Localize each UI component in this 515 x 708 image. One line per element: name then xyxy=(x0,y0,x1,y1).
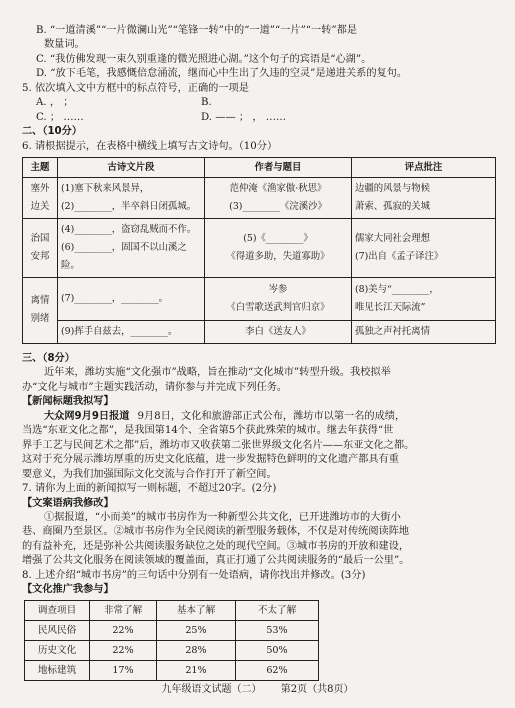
survey-cell: 50% xyxy=(236,640,319,660)
poem-table xyxy=(22,157,496,343)
survey-cell: 地标建筑 xyxy=(25,660,90,680)
exam-page xyxy=(22,24,498,681)
intro-line2: 办“文化与城市”主题实践活动，请你参与并完成下列任务。 xyxy=(22,381,288,393)
survey-row xyxy=(25,660,319,680)
fragment-7: (7)________，________。 xyxy=(58,277,205,320)
news-line4: 这对于充分展示潍坊厚重的历史文化底蕴，进一步发掘特色鲜明的文化遗产都具有重 xyxy=(22,454,399,466)
section-2-heading: 二、（10分） xyxy=(22,126,83,138)
fragment-6: (6)________，固国不以山溪之险。 xyxy=(61,241,187,271)
note-8b: 唯见长江天际流” xyxy=(355,301,426,313)
option-d: D. “放下毛笔，我感慨倍怠涌流，继而心中生出了久违的空灵”是递进关系的复句。 xyxy=(36,68,408,80)
author-5: (5)《________》 xyxy=(243,233,313,244)
author-3: (3)________《浣溪沙》 xyxy=(229,201,327,213)
author-1: 范仲淹《渔家傲·秋思》 xyxy=(229,183,327,195)
fix-task-heading: 【文案语病我修改】 xyxy=(22,497,114,509)
question-8: 8. 上述介绍“城市书房”的三句话中分别有一处语病，请你找出并修改。(3分) xyxy=(22,569,366,581)
survey-cell: 历史文化 xyxy=(25,640,90,660)
survey-row xyxy=(25,620,319,640)
survey-header-basic: 基本了解 xyxy=(157,600,236,620)
note-8a: (8)美与“________， xyxy=(355,283,439,295)
survey-cell: 21% xyxy=(157,660,236,680)
note-2: 萧索、孤寂的关城 xyxy=(355,201,431,213)
topic-frontier: 塞外边关 xyxy=(23,178,58,219)
poem-title-white-snow: 《白雪歌送武判官归京》 xyxy=(226,301,330,313)
note-1: 边疆的风景与物候 xyxy=(355,183,431,195)
survey-cell: 17% xyxy=(90,660,157,680)
survey-cell: 25% xyxy=(157,620,236,640)
fragment-9: (9)挥手自兹去，________。 xyxy=(58,320,205,343)
survey-header-little: 不太了解 xyxy=(236,600,319,620)
option-b-line2: 数量词。 xyxy=(44,39,85,51)
fragment-1: (1)塞下秋来风景异， xyxy=(61,183,150,195)
survey-header-very: 非常了解 xyxy=(90,600,157,620)
note-4: (7)出自《孟子译注》 xyxy=(355,250,444,262)
note-9: 孤独之声衬托离情 xyxy=(352,320,496,343)
survey-cell: 民风民俗 xyxy=(25,620,90,640)
survey-cell: 53% xyxy=(236,620,319,640)
news-line1: 9月8日，文化和旅游部正式公布，潍坊市以第一名的成绩， xyxy=(137,410,406,422)
survey-header-item: 调查项目 xyxy=(25,600,90,620)
question-5: 5. 依次填入文中方框中的标点符号，正确的一项是 xyxy=(22,82,249,94)
page-footer xyxy=(0,683,515,697)
promo-task-heading: 【文化推广我参与】 xyxy=(22,584,114,596)
intro-line1: 近年来，潍坊实施“文化强市”战略，旨在推动“文化城市”转型升级。我校拟举 xyxy=(44,367,391,379)
author-mencius: 《得道多助，失道寡助》 xyxy=(226,250,330,262)
footer-page-number: 第2页（共8页） xyxy=(280,684,354,695)
header-note: 评点批注 xyxy=(352,158,496,178)
topic-governance: 治国安邦 xyxy=(23,219,58,278)
q5-option-d: D. —— ； ， …… xyxy=(201,111,287,123)
q5-option-a: A. ， ； xyxy=(36,97,74,109)
fix-line4: 增强了公共文化服务在阅读领域的覆盖面，真正打通了公共阅读服务的“最后一公里”。 xyxy=(22,555,410,567)
news-dateline: 大众网9月9日报道 xyxy=(44,410,130,422)
note-3: 儒家大同社会理想 xyxy=(355,233,431,244)
option-c: C. “我仿佛发现一束久别重逢的微光照进心湖。”这个句子的宾语是“心湖”。 xyxy=(36,53,372,65)
news-line5: 要意义，为我们加强国际文化交流与合作打开了新空间。 xyxy=(22,468,277,480)
header-fragment: 古诗文片段 xyxy=(58,158,205,178)
survey-cell: 22% xyxy=(90,640,157,660)
section-3-heading: 三、（8分） xyxy=(22,352,75,364)
fragment-2: (2)________，半卒斜日闭孤城。 xyxy=(61,201,197,213)
survey-table xyxy=(24,600,319,681)
news-line3: 界手工艺与民间艺术之都”后，潍坊市又收获第二张世界级文化名片——东亚文化之都。 xyxy=(22,439,415,451)
fix-line1: ①据报道，“小而美”的城市书房作为一种新型公共文化，已开进潍坊市的大街小 xyxy=(44,511,401,523)
question-6: 6. 请根据提示，在表格中横线上填写古文诗句。（10分） xyxy=(22,140,278,152)
survey-cell: 22% xyxy=(90,620,157,640)
header-author: 作者与题目 xyxy=(205,158,352,178)
news-task-heading: 【新闻标题我拟写】 xyxy=(22,396,114,408)
author-cen-shen: 岑参 xyxy=(268,283,288,295)
author-li-bai: 李白《送友人》 xyxy=(205,320,352,343)
fix-line2: 巷、商圈乃至景区。②城市书房作为全民阅读的新型服务载体，不仅是对传统阅读阵地 xyxy=(22,526,410,538)
option-b-line1: B. “一道清溪”“一片微澜山光”“笔锋一转”中的“一道”“一片”“一转”都是 xyxy=(36,25,357,36)
survey-cell: 28% xyxy=(157,640,236,660)
fix-line3: 的有益补充，还是弥补公共阅读服务缺位之处的现代空间。③城市书房的开放和建设， xyxy=(22,540,410,552)
fragment-4: (4)________，盗窃乱贼而不作。 xyxy=(61,224,197,236)
news-line2: 当选“东亚文化之都”，是我国第14个、全省第5个获此殊荣的城市。继去年获得“世 xyxy=(22,425,394,437)
topic-parting: 离情别绪 xyxy=(23,277,58,343)
q5-option-c: C. ； …… xyxy=(36,111,84,123)
header-topic: 主题 xyxy=(23,158,58,178)
question-5-options xyxy=(22,96,476,125)
question-7: 7. 请你为上面的新闻拟写一则标题，不超过20字。(2分) xyxy=(22,483,277,495)
q5-option-b: B. xyxy=(201,97,212,109)
survey-row xyxy=(25,640,319,660)
footer-title: 九年级语文试题（二） xyxy=(161,684,262,695)
survey-cell: 62% xyxy=(236,660,319,680)
